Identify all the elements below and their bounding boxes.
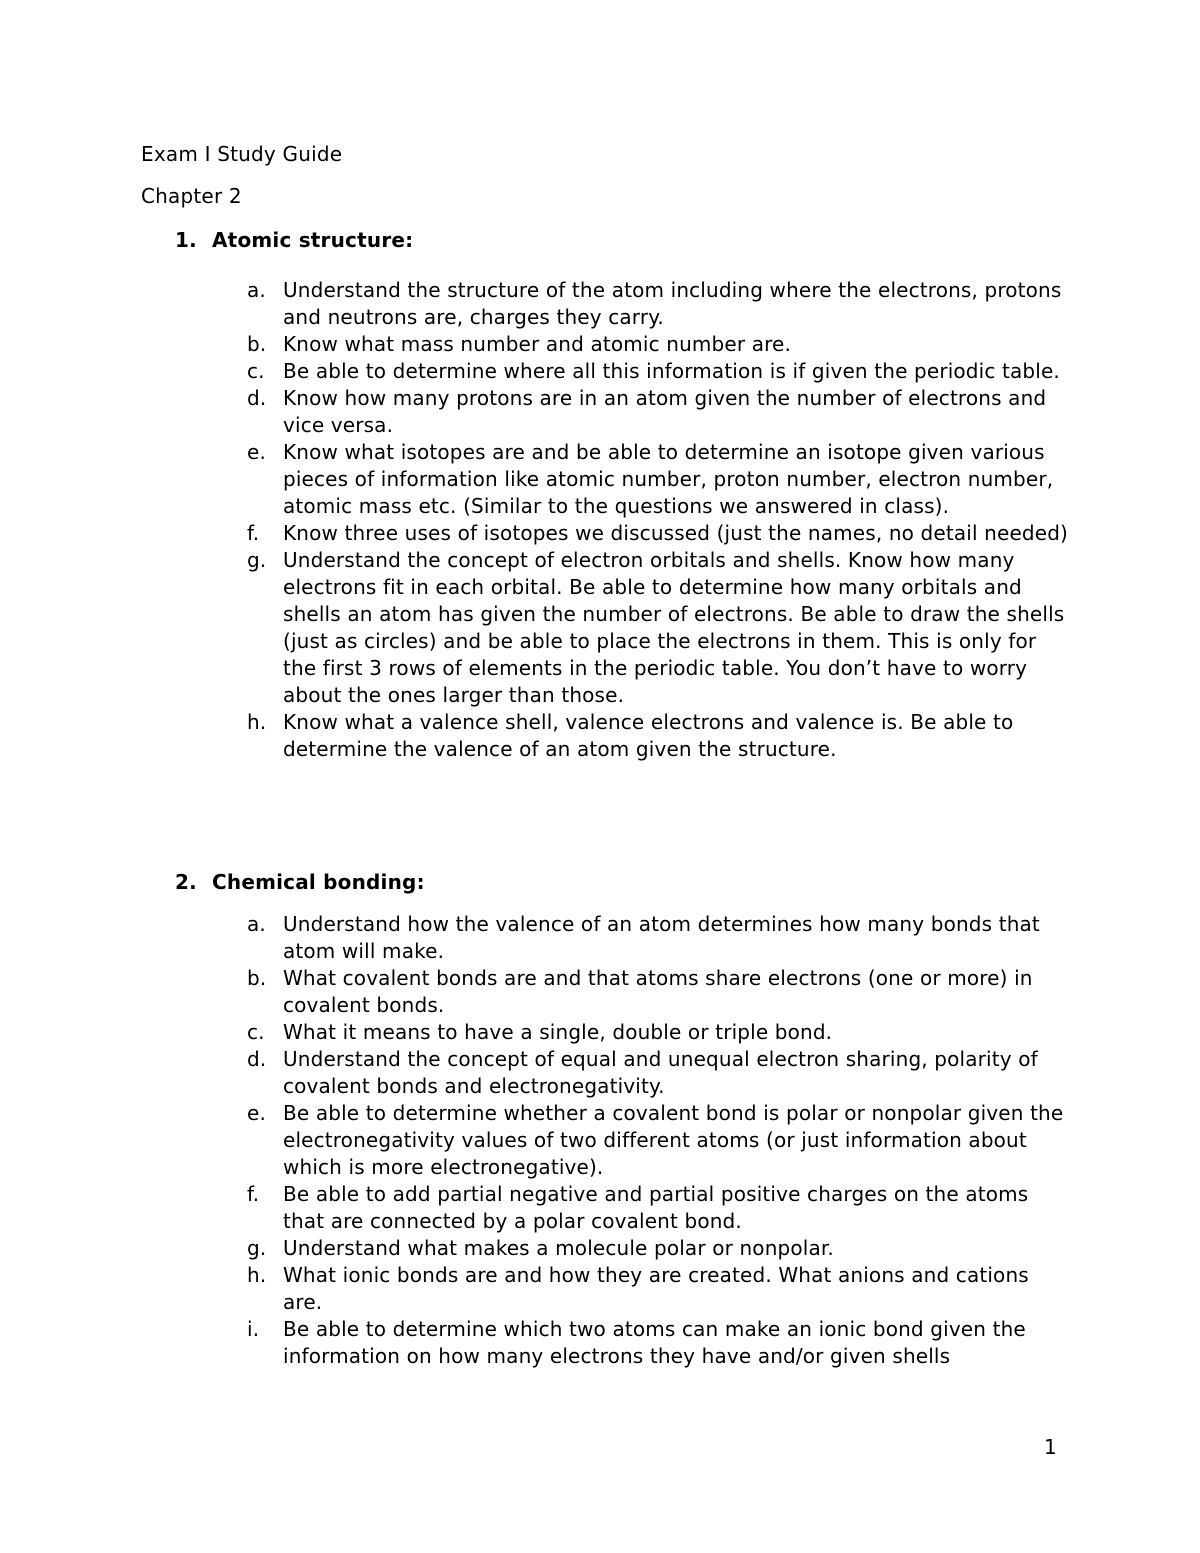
list-item (141, 911, 1071, 965)
list-item (141, 520, 1071, 547)
item-list (141, 911, 1071, 1370)
item-text: Be able to add partial negative and partial positive charges on the atoms that are connected by a polar covalent bond. (283, 1182, 1029, 1233)
item-letter: h. (247, 1263, 267, 1287)
list-item (141, 709, 1071, 763)
list-item (141, 1019, 1071, 1046)
page-number: 1 (1044, 1435, 1057, 1459)
item-text: Understand what makes a molecule polar or nonpolar. (283, 1236, 834, 1260)
item-letter: c. (247, 359, 265, 383)
list-item (141, 1046, 1071, 1100)
list-item (141, 439, 1071, 520)
section-number: 1. (175, 228, 197, 252)
document-title: Exam I Study Guide (141, 142, 343, 166)
item-text: Know what a valence shell, valence electrons and valence is. Be able to determine the valence of an atom given the structure. (283, 710, 1014, 761)
list-item (141, 358, 1071, 385)
item-letter: a. (247, 278, 266, 302)
list-item (141, 1100, 1071, 1181)
list-item (141, 1316, 1071, 1370)
item-text: Know three uses of isotopes we discussed (just the names, no detail needed) (283, 521, 1069, 545)
item-letter: c. (247, 1020, 265, 1044)
item-text: Know what mass number and atomic number are. (283, 332, 792, 356)
chapter-heading: Chapter 2 (141, 184, 242, 208)
list-item (141, 1262, 1071, 1316)
section-heading (141, 869, 1071, 895)
item-letter: g. (247, 1236, 267, 1260)
item-letter: h. (247, 710, 267, 734)
item-text: What it means to have a single, double or triple bond. (283, 1020, 833, 1044)
item-letter: f. (247, 1182, 260, 1206)
item-text: Understand the concept of electron orbitals and shells. Know how many electrons fit in each orbital. Be able to determine how many orbitals and shells an atom has given the number of electrons. Be able to draw the shells (just as circles) and be able to place the electrons in them. This is only for the first 3 rows of elements in the periodic table. You don’t have to worry about the ones larger than those. (283, 548, 1065, 707)
item-letter: e. (247, 440, 266, 464)
item-list (141, 277, 1071, 763)
item-text: What ionic bonds are and how they are created. What anions and cations are. (283, 1263, 1029, 1314)
section-title: Atomic structure: (212, 228, 414, 252)
item-letter: a. (247, 912, 266, 936)
list-item (141, 1181, 1071, 1235)
item-text: Be able to determine whether a covalent bond is polar or nonpolar given the electronegativity values of two different atoms (or just information about which is more electronegative). (283, 1101, 1064, 1179)
item-letter: i. (247, 1317, 260, 1341)
list-item (141, 547, 1071, 709)
list-item (141, 385, 1071, 439)
item-text: Understand the structure of the atom including where the electrons, protons and neutrons are, charges they carry. (283, 278, 1062, 329)
section-chemical-bonding (141, 869, 1071, 1370)
item-letter: b. (247, 332, 267, 356)
item-letter: e. (247, 1101, 266, 1125)
item-letter: d. (247, 1047, 267, 1071)
section-heading (141, 227, 1071, 253)
section-atomic-structure (141, 227, 1071, 763)
item-text: Understand how the valence of an atom determines how many bonds that atom will make. (283, 912, 1040, 963)
section-number: 2. (175, 870, 197, 894)
list-item (141, 965, 1071, 1019)
item-letter: b. (247, 966, 267, 990)
item-text: Be able to determine where all this information is if given the periodic table. (283, 359, 1060, 383)
list-item (141, 1235, 1071, 1262)
item-letter: f. (247, 521, 260, 545)
item-text: What covalent bonds are and that atoms share electrons (one or more) in covalent bonds. (283, 966, 1033, 1017)
item-text: Know what isotopes are and be able to determine an isotope given various pieces of information like atomic number, proton number, electron number, atomic mass etc. (Similar to the questions we answered in class). (283, 440, 1054, 518)
item-text: Be able to determine which two atoms can make an ionic bond given the information on how many electrons they have and/or given shells (283, 1317, 1026, 1368)
list-item (141, 277, 1071, 331)
item-letter: d. (247, 386, 267, 410)
item-letter: g. (247, 548, 267, 572)
item-text: Understand the concept of equal and unequal electron sharing, polarity of covalent bonds and electronegativity. (283, 1047, 1038, 1098)
item-text: Know how many protons are in an atom given the number of electrons and vice versa. (283, 386, 1047, 437)
list-item (141, 331, 1071, 358)
section-title: Chemical bonding: (212, 870, 425, 894)
